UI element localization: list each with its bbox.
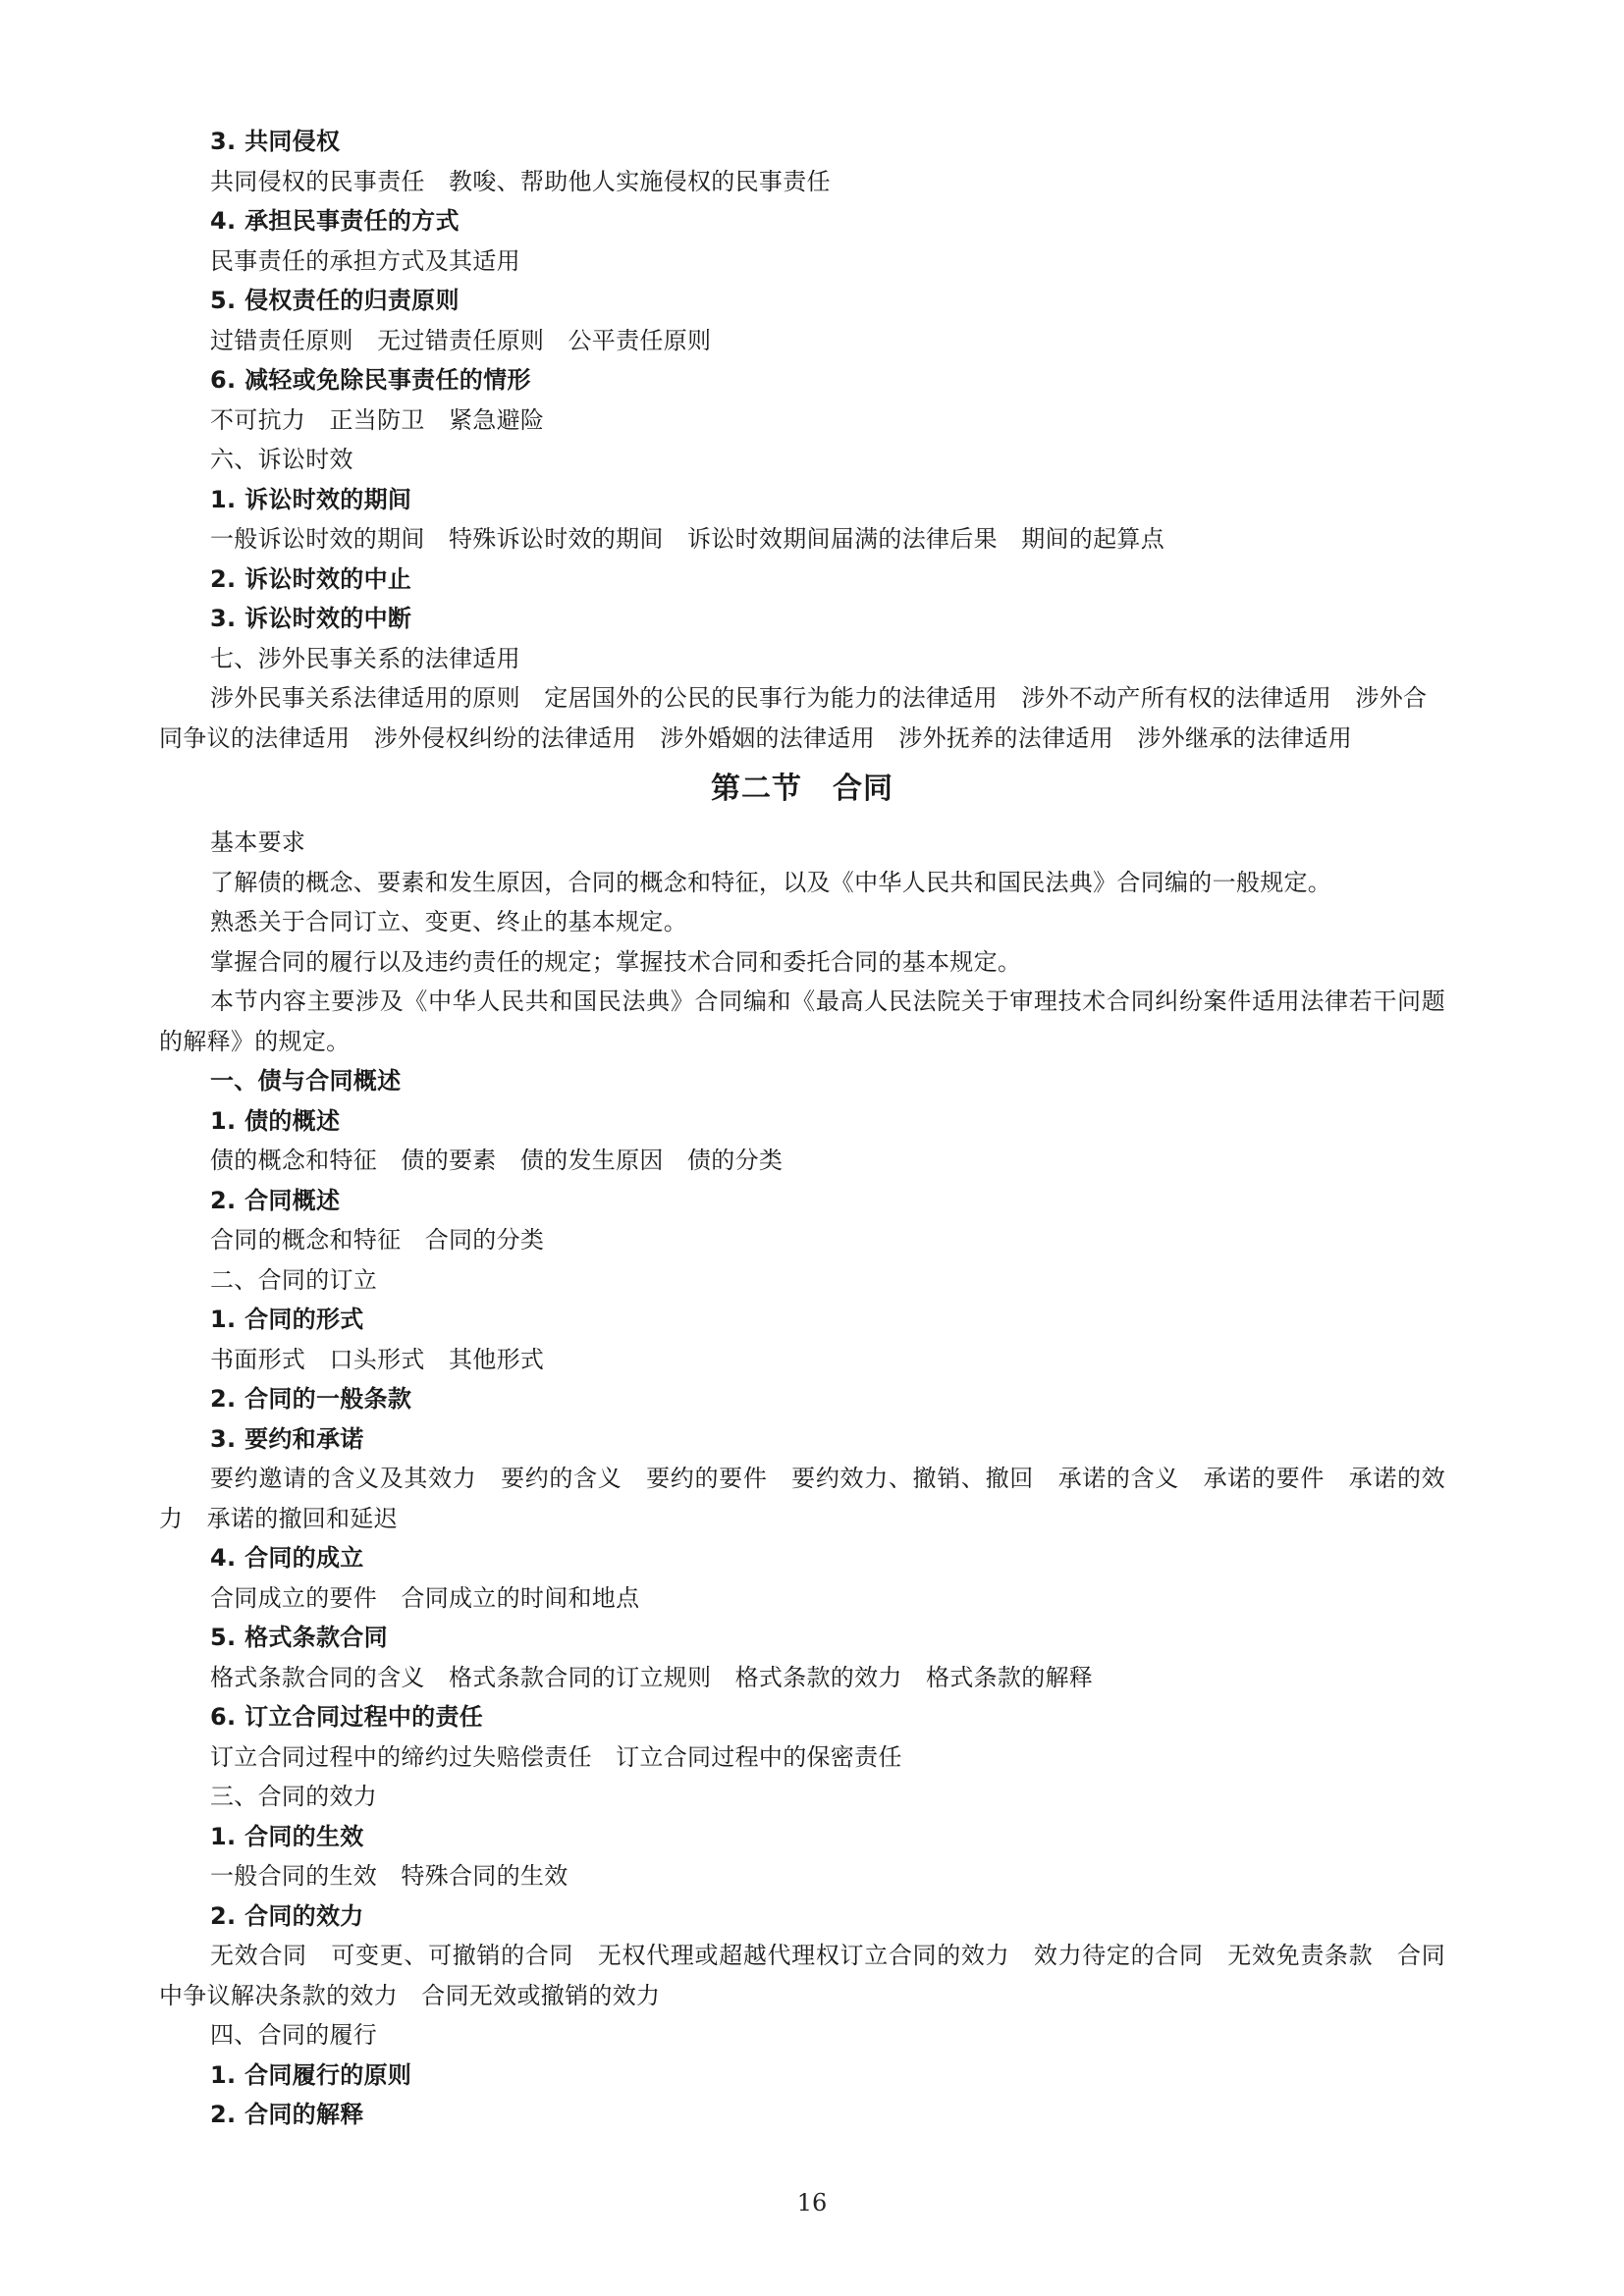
- page-number: 16: [796, 2189, 828, 2216]
- outline-heading: 1. 合同的生效: [210, 1822, 364, 1850]
- lower-outline: [159, 1061, 1445, 1459]
- outline-heading: 2. 合同的效力: [210, 1901, 364, 1930]
- lower-outline-3: [159, 2015, 1445, 2135]
- outline-text: 四、合同的履行: [210, 2021, 378, 2049]
- outline-heading: 2. 诉讼时效的中止: [210, 564, 412, 593]
- contract-validity-paragraph: 无效合同 可变更、可撤销的合同 无权代理或超越代理权订立合同的效力 效力待定的合同 无效免责条款 合同中争议解决条款的效力 合同无效或撤销的效力: [159, 1942, 1445, 2009]
- outline-heading: 一、债与合同概述: [210, 1067, 402, 1095]
- outline-text: 共同侵权的民事责任 教唆、帮助他人实施侵权的民事责任: [210, 167, 831, 195]
- outline-heading: 6. 减轻或免除民事责任的情形: [210, 366, 531, 394]
- outline-text: 一般诉讼时效的期间 特殊诉讼时效的期间 诉讼时效期间届满的法律后果 期间的起算点: [210, 525, 1164, 553]
- outline-text: 六、诉讼时效: [210, 446, 353, 473]
- requirements-heading: 基本要求: [210, 828, 306, 856]
- outline-text: 格式条款合同的含义 格式条款合同的订立规则 格式条款的效力 格式条款的解释: [210, 1663, 1094, 1691]
- outline-text: 书面形式 口头形式 其他形式: [210, 1345, 545, 1373]
- outline-heading: 1. 合同履行的原则: [210, 2060, 412, 2089]
- outline-heading: 3. 共同侵权: [210, 128, 341, 155]
- outline-heading: 5. 侵权责任的归责原则: [210, 287, 460, 314]
- section-title: 第二节 合同: [711, 772, 893, 806]
- outline-text: 二、合同的订立: [210, 1265, 378, 1294]
- scope-paragraph: 本节内容主要涉及《中华人民共和国民法典》合同编和《最高人民法院关于审理技术合同纠纷案件适用法律若干问题的解释》的规定。: [159, 988, 1445, 1055]
- requirements-block: [159, 823, 1445, 982]
- outline-heading: 6. 订立合同过程中的责任: [210, 1703, 484, 1731]
- outline-heading: 3. 要约和承诺: [210, 1424, 364, 1453]
- outline-text: 民事责任的承担方式及其适用: [210, 246, 520, 275]
- outline-heading: 2. 合同的解释: [210, 2101, 364, 2128]
- outline-text: 七、涉外民事关系的法律适用: [210, 644, 520, 672]
- outline-heading: 4. 承担民事责任的方式: [210, 207, 460, 235]
- outline-text: 一般合同的生效 特殊合同的生效: [210, 1862, 568, 1890]
- outline-heading: 2. 合同的一般条款: [210, 1385, 412, 1413]
- offer-acceptance-paragraph: 要约邀请的含义及其效力 要约的含义 要约的要件 要约效力、撤销、撤回 承诺的含义 承诺的要件 承诺的效力 承诺的撤回和延迟: [159, 1465, 1445, 1532]
- outline-heading: 2. 合同概述: [210, 1186, 341, 1214]
- outline-heading: 4. 合同的成立: [210, 1544, 364, 1572]
- outline-text: 合同的概念和特征 合同的分类: [210, 1226, 545, 1254]
- outline-heading: 3. 诉讼时效的中断: [210, 605, 412, 632]
- outline-heading: 1. 合同的形式: [210, 1306, 364, 1333]
- requirement-line: 了解债的概念、要素和发生原因，合同的概念和特征，以及《中华人民共和国民法典》合同编的一般规定。: [210, 868, 1332, 896]
- outline-text: 订立合同过程中的缔约过失赔偿责任 订立合同过程中的保密责任: [210, 1742, 902, 1771]
- outline-text: 过错责任原则 无过错责任原则 公平责任原则: [210, 326, 712, 354]
- requirement-line: 熟悉关于合同订立、变更、终止的基本规定。: [210, 908, 687, 935]
- outline-text: 不可抗力 正当防卫 紧急避险: [210, 405, 545, 434]
- requirement-line: 掌握合同的履行以及违约责任的规定；掌握技术合同和委托合同的基本规定。: [210, 947, 1022, 976]
- foreign-law-paragraph: 涉外民事关系法律适用的原则 定居国外的公民的民事行为能力的法律适用 涉外不动产所有权的法律适用 涉外合同争议的法律适用 涉外侵权纠纷的法律适用 涉外婚姻的法律适用 涉外抚养的法律适用 涉外继承的法律适用: [159, 684, 1428, 752]
- outline-heading: 5. 格式条款合同: [210, 1624, 388, 1651]
- outline-text: 债的概念和特征 债的要素 债的发生原因 债的分类: [210, 1147, 784, 1174]
- outline-heading: 1. 诉讼时效的期间: [210, 485, 412, 513]
- lower-outline-2: [159, 1538, 1445, 1936]
- upper-outline: [159, 122, 1445, 678]
- outline-heading: 1. 债的概述: [210, 1106, 341, 1135]
- outline-text: 三、合同的效力: [210, 1783, 378, 1810]
- outline-text: 合同成立的要件 合同成立的时间和地点: [210, 1583, 640, 1612]
- page-content: [159, 122, 1445, 2135]
